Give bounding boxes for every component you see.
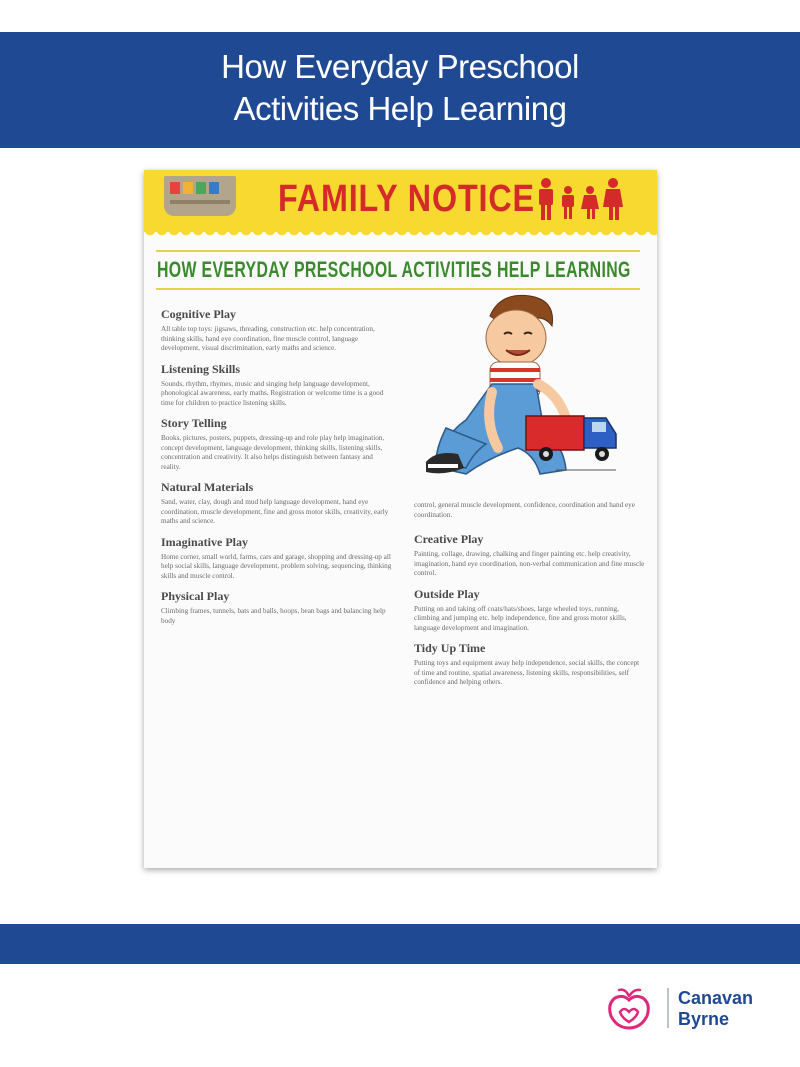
section-story-telling: [161, 416, 393, 472]
boy-playing-with-truck-illustration: [406, 288, 646, 494]
section-outside-play: [414, 587, 646, 634]
headline-top-rule: [156, 250, 640, 252]
footer-band: [0, 924, 800, 964]
family-icon: [534, 176, 626, 222]
section-body: All table top toys: jigsaws, threading, construction etc. help concentration, thinking skills, hand eye coordination, fine muscle control, language development, visual discrimination, early maths and science.: [161, 325, 375, 352]
apple-heart-icon: [606, 986, 652, 1030]
header-band: [0, 32, 800, 148]
physical-play-continued: control, general muscle development, confidence, coordination and hand eye coordination.: [414, 501, 635, 519]
page-title-line-2: Activities Help Learning: [233, 90, 567, 127]
section-body: Sand, water, clay, dough and mud help language development, hand eye coordination, muscle development, fine and gross motor skills, creativity, early maths and science.: [161, 498, 389, 525]
section-body: Sounds, rhythm, rhymes, music and singing help language development, phonological awareness, early maths. Registration or welcome time is a good time for children to practice listening skills.: [161, 379, 384, 407]
notice-banner: [144, 170, 657, 232]
eyfs-badge-icon: [164, 176, 236, 216]
section-physical-play: [161, 589, 393, 626]
page-title-line-1: How Everyday Preschool: [221, 48, 579, 85]
brand-name: [678, 988, 753, 1030]
section-natural-materials: [161, 480, 393, 527]
notice-headline: HOW EVERYDAY PRESCHOOL ACTIVITIES HELP LEARNING: [157, 257, 631, 282]
section-heading: Outside Play: [414, 586, 480, 601]
section-body: Books, pictures, posters, puppets, dressing-up and role play help imagination, concept development, language development, thinking skills, listening skills, concentration and creativity. It also helps distinguish between fantasy and reality.: [161, 434, 385, 471]
section-imaginative-play: [161, 535, 393, 582]
section-heading: Tidy Up Time: [414, 641, 486, 655]
section-body: Home corner, small world, farms, cars and garage, shopping and dressing-up all help social skills, language development, problem solving, sequencing, thinking skills and muscle control.: [161, 552, 392, 580]
canavan-byrne-logo: [606, 984, 776, 1034]
left-column: [161, 307, 393, 634]
section-body: Climbing frames, tunnels, bats and balls, hoops, bean bags and balancing help body: [161, 607, 386, 625]
section-creative-play: [414, 532, 646, 579]
section-heading: Story Telling: [161, 416, 227, 430]
brand-name-line-1: Canavan: [678, 988, 754, 1008]
logo-divider: [667, 988, 669, 1028]
section-heading: Listening Skills: [161, 361, 241, 376]
section-body: Putting toys and equipment away help independence, social skills, the concept of time and routine, spatial awareness, listening skills, responsibilities, self confidence and helping others.: [414, 659, 640, 686]
notice-banner-title: FAMILY NOTICE: [278, 178, 535, 220]
section-body: Putting on and taking off coats/hats/shoes, large wheeled toys, running, climbing and jumping etc. help independence, fine and gross motor skills, language development and imagination.: [414, 604, 627, 632]
family-notice-sheet: [144, 170, 657, 868]
section-heading: Natural Materials: [161, 480, 254, 494]
section-tidy-up-time: [414, 641, 646, 688]
section-heading: Cognitive Play: [161, 307, 236, 321]
section-heading: Physical Play: [161, 589, 230, 603]
section-heading: Creative Play: [414, 532, 484, 546]
section-heading: Imaginative Play: [161, 534, 248, 549]
section-listening-skills: [161, 362, 393, 409]
right-column: [414, 501, 646, 696]
section-cognitive-play: [161, 307, 393, 354]
brand-name-line-2: Byrne: [678, 1009, 730, 1029]
section-body: Painting, collage, drawing, chalking and finger painting etc. help creativity, imagination, hand eye coordination, non-verbal communication and fine muscle control.: [414, 550, 645, 577]
